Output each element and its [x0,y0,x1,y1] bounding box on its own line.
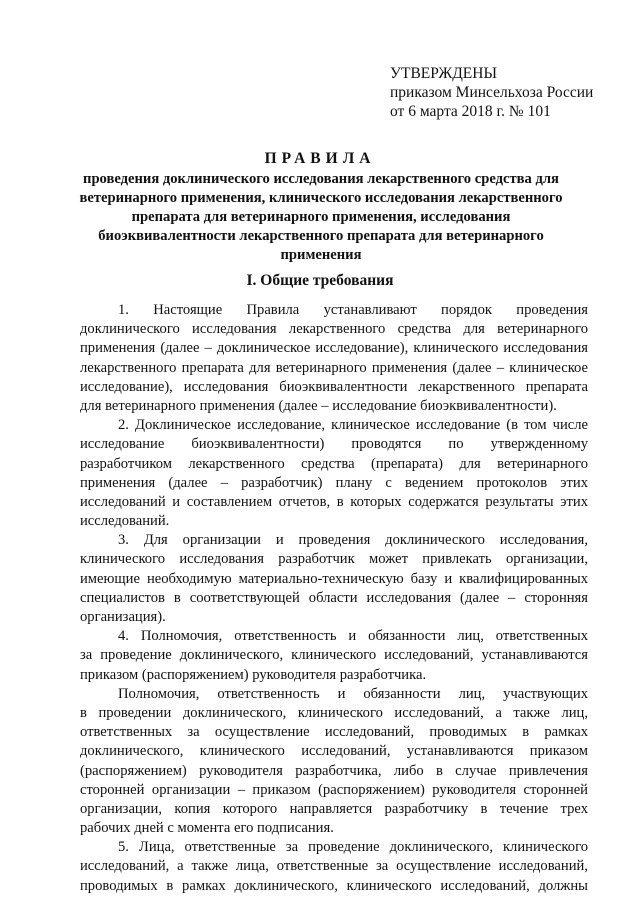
paragraph-1 [80,301,588,416]
text-line: организации, копия которого направляется разработчику в течение трех [80,800,588,817]
text-line: имеющие необходимую материально-техническую базу и квалифицированных [80,570,588,587]
paragraph-6 [80,838,588,896]
text-line: рабочих дней с момента его подписания. [80,820,334,837]
subtitle-line: применения [280,247,362,263]
text-line: проводимых в рамках доклинического, клинического исследований, должны [80,877,588,894]
document-body [80,301,588,896]
text-line: исследований и составлением отчетов, в которых содержатся результаты этих [80,493,588,510]
text-line: 1. Настоящие Правила устанавливают порядок проведения [118,302,588,318]
subtitle-line: ветеринарного применения, клинического исследования лекарственного [79,190,563,206]
text-line: 2. Доклиническое исследование, клиническое исследование (в том числе [118,417,588,434]
approval-order: приказом Минсельхоза России [390,84,594,101]
text-line: лекарственного препарата для ветеринарного применения (далее – клиническое [80,359,588,376]
document-subtitle [78,170,564,265]
text-line: 5. Лица, ответственные за проведение доклинического, клинического [118,839,588,856]
text-line: Полномочия, ответственность и обязанности лиц, участвующих [118,685,588,702]
approval-date: от 6 марта 2018 г. № 101 [390,103,551,120]
approval-approved: УТВЕРЖДЕНЫ [390,65,497,82]
text-line: ответственных за осуществление исследований, проводимых в рамках [80,724,588,741]
text-line: в проведении доклинического, клинического исследований, а также лиц, [80,704,588,721]
paragraph-2 [80,416,588,531]
text-line: применения (далее – разработчик) плану с ведением протоколов этих [80,474,588,491]
text-line: исследование биоэквивалентности) проводятся по утвержденному [80,436,588,453]
subtitle-line: препарата для ветеринарного применения, исследования [131,209,511,225]
subtitle-line: биоэквивалентности лекарственного препарата для ветеринарного [98,228,544,244]
text-line: для ветеринарного применения (далее – исследование биоэквивалентности). [80,397,557,414]
text-line: сторонней организации – приказом (распоряжением) руководителя сторонней [80,781,588,798]
section-heading: I. Общие требования [246,272,394,289]
text-line: разработчиком лекарственного средства (препарата) для ветеринарного [80,455,588,472]
text-line: доклинического исследования лекарственного средства для ветеринарного [80,321,588,338]
text-line: 3. Для организации и проведения доклинического исследования, [118,532,588,549]
text-line: применения (далее – доклиническое исследование), клинического исследования [80,340,588,357]
text-line: специалистов в соответствующей области исследования (далее – сторонняя [80,589,588,606]
text-line: приказом (распоряжением) руководителя разработчика. [80,666,427,683]
text-line: за проведение доклинического, клинического исследований, устанавливаются [80,647,588,664]
approval-block [390,64,620,121]
text-line: исследований. [80,513,170,530]
text-line: (распоряжением) руководителя разработчика, либо в случае привлечения [80,762,588,779]
text-line: организация). [80,609,166,625]
subtitle-line: проведения доклинического исследования лекарственного средства для [83,171,559,187]
text-line: исследование), исследования биоэквивалентности лекарственного препарата [80,378,588,395]
document-title: ПРАВИЛА [264,150,376,167]
text-line: исследований, а также лица, ответственные за осуществление исследований, [80,858,588,875]
text-line: доклинического, клинического исследований, устанавливаются приказом [80,743,588,760]
paragraph-4 [80,627,588,685]
text-line: клинического исследования разработчик может привлекать организации, [80,551,588,568]
paragraph-5 [80,685,588,839]
paragraph-3 [80,531,588,627]
text-line: 4. Полномочия, ответственность и обязанности лиц, ответственных [118,628,588,645]
